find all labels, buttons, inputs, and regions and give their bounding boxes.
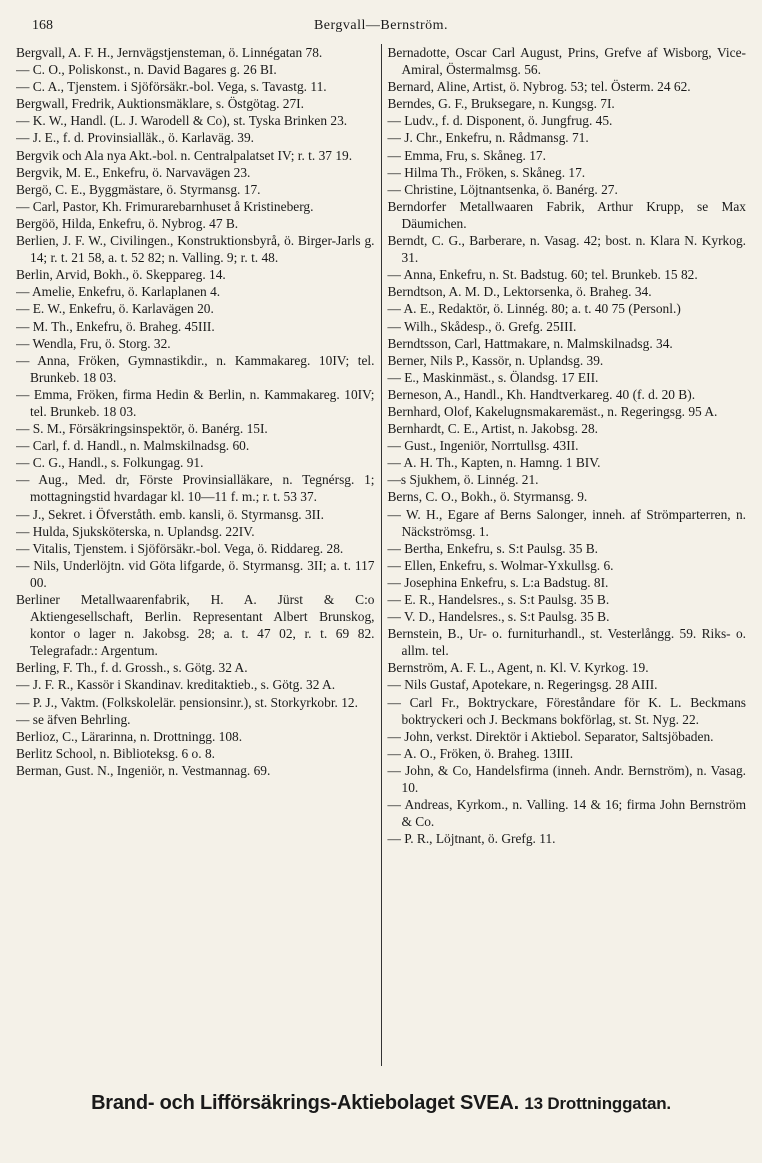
- running-title: Bergvall—Bernström.: [313, 18, 449, 33]
- directory-entry: — se äfven Behrling.: [16, 711, 131, 727]
- directory-entry: Berling, F. Th., f. d. Grossh., s. Götg. 32 A.: [16, 660, 248, 676]
- directory-entry: — J., Sekret. i Öfverståth. emb. kansli, ö. Styrmansg. 3II.: [16, 506, 324, 522]
- directory-entry: — J. E., f. d. Provinsialläk., ö. Karlaväg. 39.: [16, 130, 255, 146]
- directory-entry: Berndtsson, Carl, Hattmakare, n. Malmskilnadsg. 34.: [387, 335, 673, 351]
- directory-entry: Berlien, J. F. W., Civilingen., Konstruktionsbyrå, ö. Birger-Jarls g. 14; r. t. 21 58, a. t. 52 82; n. Valling. 9; r. t. 48.: [16, 233, 375, 266]
- directory-entry: Bernard, Aline, Artist, ö. Nybrog. 53; tel. Österm. 24 62.: [387, 79, 691, 95]
- directory-entry: Berlioz, C., Lärarinna, n. Drottningg. 108.: [16, 728, 243, 744]
- directory-entry: — Hilma Th., Fröken, s. Skåneg. 17.: [387, 164, 586, 180]
- directory-entry: Bernadotte, Oscar Carl August, Prins, Grefve af Wisborg, Vice-Amiral, Östermalmsg. 56.: [387, 45, 746, 78]
- directory-entry: Berner, Nils P., Kassör, n. Uplandsg. 39.: [387, 352, 604, 368]
- directory-entry: Berneson, A., Handl., Kh. Handtverkareg. 40 (f. d. 20 B).: [387, 386, 696, 402]
- right-column: [381, 44, 747, 1066]
- directory-entry: — J. Chr., Enkefru, n. Rådmansg. 71.: [387, 130, 589, 146]
- directory-entry: — E., Maskinmäst., s. Ölandsg. 17 EII.: [387, 369, 599, 385]
- directory-entry: — P. J., Vaktm. (Folkskolelär. pensionsinr.), st. Storkyrkobr. 12.: [16, 694, 358, 710]
- directory-entry: — Hulda, Sjuksköterska, n. Uplandsg. 22IV.: [16, 523, 255, 539]
- directory-entry: — P. R., Löjtnant, ö. Grefg. 11.: [387, 831, 556, 847]
- directory-entry: — J. F. R., Kassör i Skandinav. kreditaktieb., s. Götg. 32 A.: [16, 677, 336, 693]
- directory-entry: — Nils Gustaf, Apotekare, n. Regeringsg. 28 AIII.: [387, 677, 658, 693]
- directory-entry: Bernström, A. F. L., Agent, n. Kl. V. Kyrkog. 19.: [387, 660, 649, 676]
- footer-company: Brand- och Lifförsäkrings-Aktiebolaget SVEA.: [91, 1092, 519, 1114]
- directory-entry: — Amelie, Enkefru, ö. Karlaplanen 4.: [16, 284, 221, 300]
- directory-entry: Berndtson, A. M. D., Lektorsenka, ö. Braheg. 34.: [387, 284, 652, 300]
- directory-entry: Bernstein, B., Ur- o. furniturhandl., st. Vesterlångg. 59. Riks- o. allm. tel.: [387, 626, 746, 659]
- directory-entry: — E. R., Handelsres., s. S:t Paulsg. 35 B.: [387, 592, 610, 607]
- directory-entry: — M. Th., Enkefru, ö. Braheg. 45III.: [16, 318, 215, 334]
- directory-entry: — Aug., Med. dr, Förste Provinsialläkare, n. Tegnérsg. 1; mottagningstid hvardagar kl. 10—11 f. m.; r. t. 53 37.: [16, 472, 375, 505]
- directory-entry: Bergvik, M. E., Enkefru, ö. Narvavägen 23.: [16, 164, 251, 180]
- directory-entry: — Emma, Fru, s. Skåneg. 17.: [387, 147, 546, 163]
- directory-entry: — Josephina Enkefru, s. L:a Badstug. 8I.: [387, 574, 609, 590]
- directory-entry: — Nils, Underlöjtn. vid Göta lifgarde, ö. Styrmansg. 3II; a. t. 117 00.: [16, 557, 375, 590]
- directory-entry: Bergöö, Hilda, Enkefru, ö. Nybrog. 47 B.: [16, 215, 239, 231]
- directory-entry: — Emma, Fröken, firma Hedin & Berlin, n. Kammakareg. 10IV; tel. Brunkeb. 18 03.: [16, 386, 375, 419]
- directory-entry: Berndt, C. G., Barberare, n. Vasag. 42; bost. n. Klara N. Kyrkog. 31.: [387, 233, 746, 266]
- directory-entry: Bergvall, A. F. H., Jernvägstjensteman, ö. Linnégatan 78.: [16, 45, 323, 60]
- directory-entry: — C. O., Poliskonst., n. David Bagares g. 26 BI.: [16, 62, 277, 78]
- page-header: [16, 18, 746, 42]
- directory-entry: — Bertha, Enkefru, s. S:t Paulsg. 35 B.: [387, 540, 599, 556]
- directory-entry: — C. G., Handl., s. Folkungag. 91.: [16, 455, 204, 471]
- directory-entry: Berndorfer Metallwaaren Fabrik, Arthur Krupp, se Max Däumichen.: [387, 198, 746, 231]
- directory-entry: Berman, Gust. N., Ingeniör, n. Vestmannag. 69.: [16, 762, 271, 778]
- directory-entry: — Ludv., f. d. Disponent, ö. Jungfrug. 45.: [387, 113, 613, 129]
- directory-entry: — C. A., Tjenstem. i Sjöförsäkr.-bol. Vega, s. Tavastg. 11.: [16, 79, 327, 95]
- directory-entry: Bergö, C. E., Byggmästare, ö. Styrmansg. 17.: [16, 181, 261, 197]
- directory-entry: — Gust., Ingeniör, Norrtullsg. 43II.: [387, 438, 579, 454]
- directory-entry: Berndes, G. F., Bruksegare, n. Kungsg. 7I.: [387, 96, 615, 112]
- directory-entry: — Andreas, Kyrkom., n. Valling. 14 & 16; firma John Bernström & Co.: [387, 797, 746, 830]
- directory-entry: Berlin, Arvid, Bokh., ö. Skeppareg. 14.: [16, 267, 226, 283]
- directory-entry: Berliner Metallwaarenfabrik, H. A. Jürst & C:o Aktiengesellschaft, Berlin. Representant Albert Brunskog, kontor o lager n. Jakobsg. 28; a. t. 47 02, r. t. 69 82. Telegrafadr.: Argentum.: [16, 592, 375, 659]
- directory-entry: — Ellen, Enkefru, s. Wolmar-Yxkullsg. 6.: [387, 557, 614, 573]
- directory-entry: — John, & Co, Handelsfirma (inneh. Andr. Bernström), n. Vasag. 10.: [387, 762, 746, 796]
- directory-entry: — Vitalis, Tjenstem. i Sjöförsäkr.-bol. Vega, ö. Riddareg. 28.: [16, 540, 344, 556]
- directory-entry: Bernhardt, C. E., Artist, n. Jakobsg. 28.: [387, 421, 599, 437]
- directory-entry: — Anna, Enkefru, n. St. Badstug. 60; tel. Brunkeb. 15 82.: [387, 267, 698, 283]
- directory-entry: — A. E., Redaktör, ö. Linnég. 80; a. t. 40 75 (Personl.): [387, 301, 681, 317]
- directory-entry: — Anna, Fröken, Gymnastikdir., n. Kammakareg. 10IV; tel. Brunkeb. 18 03.: [16, 352, 375, 385]
- footer-address: 13 Drottninggatan.: [524, 1094, 671, 1113]
- directory-entry: — Christine, Löjtnantsenka, ö. Banérg. 27.: [387, 181, 618, 197]
- directory-entry: Bernhard, Olof, Kakelugnsmakaremäst., n. Regeringsg. 95 A.: [387, 403, 718, 419]
- directory-entry: Bergwall, Fredrik, Auktionsmäklare, s. Östgötag. 27I.: [16, 96, 304, 112]
- directory-entry: — Carl Fr., Boktryckare, Föreståndare för K. L. Beckmans boktryckeri och J. Beckmans bokförlag, st. St. Nyg. 22.: [387, 694, 746, 727]
- directory-entry: — V. D., Handelsres., s. S:t Paulsg. 35 B.: [387, 609, 610, 625]
- directory-entry: Berlitz School, n. Biblioteksg. 6 o. 8.: [16, 745, 215, 761]
- directory-entry: —s Sjukhem, ö. Linnég. 21.: [387, 472, 539, 488]
- page-number: 168: [32, 18, 53, 33]
- left-column: [16, 44, 381, 1066]
- directory-entry: — E. W., Enkefru, ö. Karlavägen 20.: [16, 301, 214, 317]
- advertisement-footer: [16, 1092, 746, 1115]
- directory-entry: — Carl, f. d. Handl., n. Malmskilnadsg. 60.: [16, 438, 250, 454]
- directory-entry: — Carl, Pastor, Kh. Frimurarebarnhuset å Kristineberg.: [16, 198, 314, 214]
- directory-entry: — S. M., Försäkringsinspektör, ö. Banérg. 15I.: [16, 421, 268, 437]
- directory-entry: — John, verkst. Direktör i Aktiebol. Separator, Saltsjöbaden.: [387, 728, 714, 744]
- directory-entry: — K. W., Handl. (L. J. Warodell & Co), st. Tyska Brinken 23.: [16, 113, 348, 129]
- directory-entry: — W. H., Egare af Berns Salonger, inneh. af Strömparterren, n. Näckströmsg. 1.: [387, 506, 746, 539]
- directory-entry: — A. H. Th., Kapten, n. Hamng. 1 BIV.: [387, 455, 601, 471]
- directory-columns: [16, 44, 746, 1066]
- directory-entry: Bergvik och Ala nya Akt.-bol. n. Centralpalatset IV; r. t. 37 19.: [16, 147, 353, 163]
- directory-entry: Berns, C. O., Bokh., ö. Styrmansg. 9.: [387, 489, 588, 505]
- directory-entry: — Wendla, Fru, ö. Storg. 32.: [16, 335, 171, 351]
- directory-entry: — A. O., Fröken, ö. Braheg. 13III.: [387, 745, 574, 761]
- directory-entry: — Wilh., Skådesp., ö. Grefg. 25III.: [387, 318, 577, 334]
